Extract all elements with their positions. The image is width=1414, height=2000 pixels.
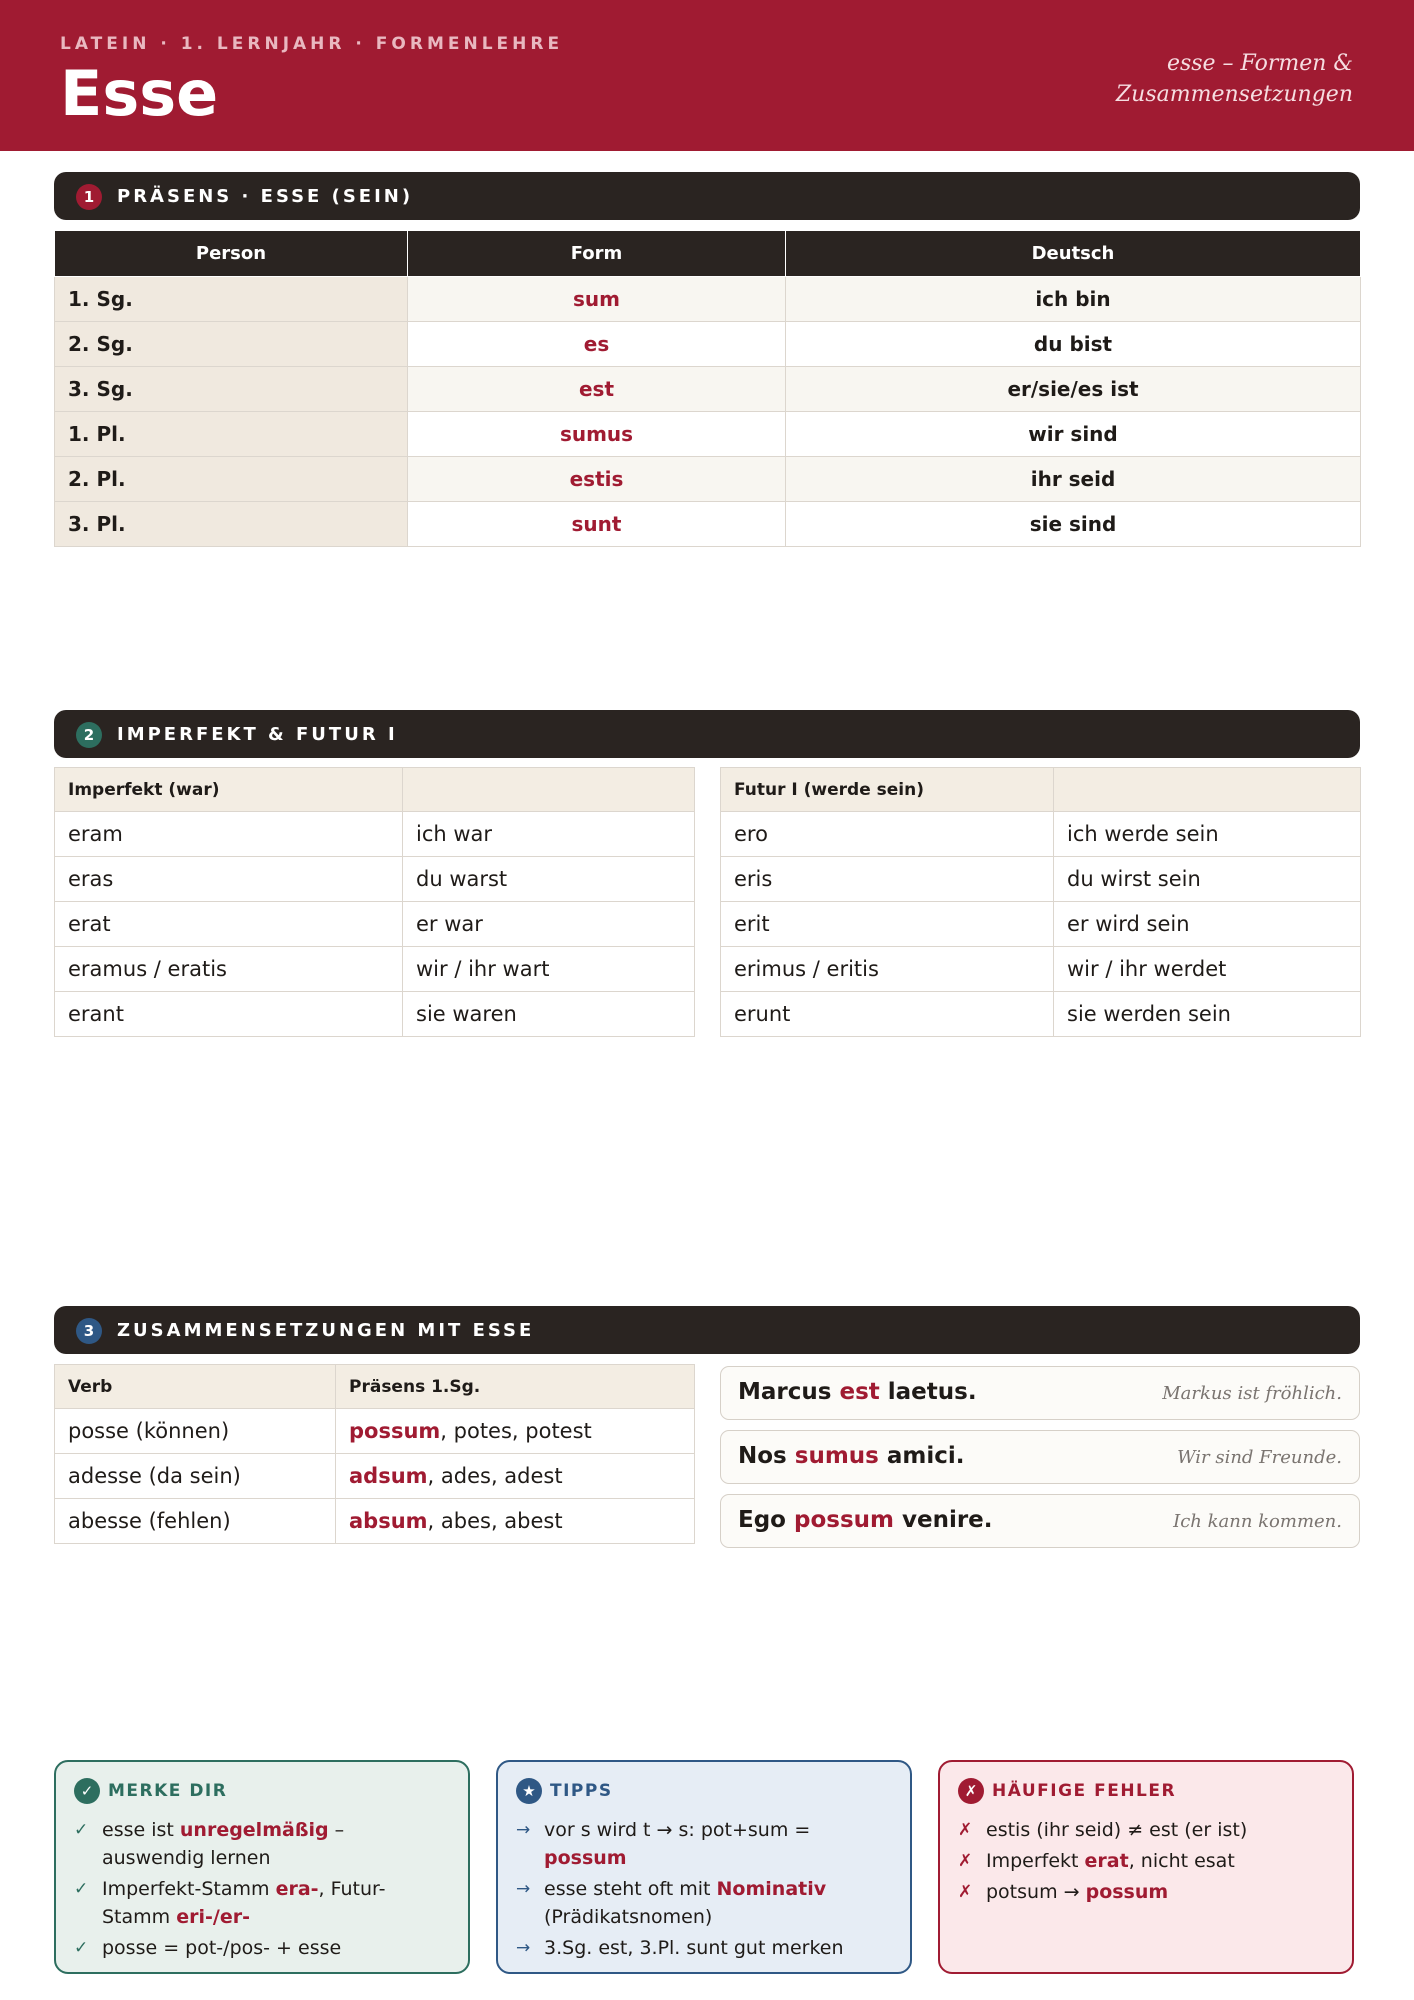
item-text: estis (ihr seid) ≠ est (er ist): [986, 1819, 1248, 1841]
german-cell: sie werden sein: [1054, 992, 1361, 1037]
praesens-cell: [336, 1409, 695, 1454]
page-header: [0, 0, 1414, 151]
list-item: [74, 1875, 449, 1931]
german-cell: ich bin: [786, 277, 1361, 322]
merke-list: [74, 1816, 449, 1965]
verb-cell: abesse (fehlen): [55, 1499, 336, 1544]
table-row: [55, 1499, 695, 1544]
person-cell: 3. Pl.: [55, 502, 408, 547]
section-3-header: [54, 1306, 1360, 1354]
table-row: [55, 857, 695, 902]
tipps-list: [516, 1816, 891, 1965]
person-cell: 2. Sg.: [55, 322, 408, 367]
list-item: [74, 1816, 449, 1872]
tipps-box: [496, 1760, 912, 1974]
sentence-part: Nos: [738, 1443, 795, 1469]
cross-icon: ✗: [958, 1778, 984, 1804]
latin-form-cell: erit: [721, 902, 1054, 947]
column-header: Deutsch: [786, 231, 1361, 277]
german-cell: sie sind: [786, 502, 1361, 547]
latin-form-cell: sunt: [408, 502, 786, 547]
item-text: , Futur-Stamm: [102, 1878, 386, 1928]
german-cell: wir / ihr wart: [403, 947, 695, 992]
section-title: ZUSAMMENSETZUNGEN MIT ESSE: [117, 1320, 535, 1341]
german-cell: wir sind: [786, 412, 1361, 457]
item-text: , nicht esat: [1128, 1850, 1235, 1872]
star-icon: ★: [516, 1778, 542, 1804]
column-header: Person: [55, 231, 408, 277]
column-header: Verb: [55, 1365, 336, 1409]
table-row: [55, 992, 695, 1037]
translation: Wir sind Freunde.: [1177, 1447, 1342, 1468]
praesens-table: [54, 230, 1361, 547]
box-title: TIPPS: [550, 1781, 613, 1801]
german-cell: ihr seid: [786, 457, 1361, 502]
column-header-empty: [403, 768, 695, 812]
german-cell: du wirst sein: [1054, 857, 1361, 902]
item-text: Imperfekt: [986, 1850, 1085, 1872]
merke-box: [54, 1760, 470, 1974]
list-item: [516, 1934, 891, 1962]
person-cell: 1. Pl.: [55, 412, 408, 457]
item-text: vor s wird t → s: pot+sum =: [544, 1819, 811, 1841]
table-row: [721, 947, 1361, 992]
table-row: [55, 902, 695, 947]
list-item: [958, 1847, 1333, 1875]
latin-form-cell: erunt: [721, 992, 1054, 1037]
item-highlight: erat: [1084, 1850, 1129, 1872]
german-cell: sie waren: [403, 992, 695, 1037]
sentence-part: laetus.: [879, 1379, 977, 1405]
table-row: [721, 902, 1361, 947]
form-rest: , ades, adest: [427, 1464, 563, 1488]
section-title: PRÄSENS · ESSE (SEIN): [117, 186, 414, 207]
german-cell: er wird sein: [1054, 902, 1361, 947]
latin-form: absum: [349, 1509, 428, 1533]
person-cell: 2. Pl.: [55, 457, 408, 502]
list-item: [958, 1878, 1333, 1906]
fehler-box: [938, 1760, 1354, 1974]
latin-form-cell: es: [408, 322, 786, 367]
latin-form-cell: eras: [55, 857, 403, 902]
sentence-highlight: est: [839, 1379, 880, 1405]
item-text: esse ist: [102, 1819, 180, 1841]
german-cell: du bist: [786, 322, 1361, 367]
sentence-highlight: sumus: [794, 1443, 879, 1469]
item-text: posse = pot-/pos- + esse: [102, 1937, 342, 1959]
item-highlight: possum: [1085, 1881, 1169, 1903]
form-rest: , abes, abest: [427, 1509, 563, 1533]
list-item: [516, 1875, 891, 1931]
table-row: [721, 992, 1361, 1037]
item-text: Imperfekt-Stamm: [102, 1878, 276, 1900]
check-icon: ✓: [74, 1879, 89, 1899]
german-cell: ich werde sein: [1054, 812, 1361, 857]
table-row: [55, 457, 1361, 502]
list-item: [516, 1816, 891, 1872]
column-header: Form: [408, 231, 786, 277]
sentence-part: venire.: [893, 1507, 993, 1533]
latin-form-cell: eram: [55, 812, 403, 857]
latin-sentence: [738, 1507, 993, 1533]
column-header: Präsens 1.Sg.: [336, 1365, 695, 1409]
example-sentence: [720, 1430, 1360, 1484]
section-number: 1: [76, 184, 102, 210]
item-text: – auswendig lernen: [102, 1819, 345, 1869]
latin-form-cell: ero: [721, 812, 1054, 857]
cross-icon: ✗: [958, 1851, 973, 1871]
section-1-header: [54, 172, 1360, 220]
latin-form-cell: estis: [408, 457, 786, 502]
praesens-cell: [336, 1499, 695, 1544]
table-row: [55, 277, 1361, 322]
person-cell: 1. Sg.: [55, 277, 408, 322]
column-header-empty: [1054, 768, 1361, 812]
list-item: [74, 1934, 449, 1962]
arrow-right-icon: →: [516, 1820, 531, 1840]
imperfekt-table: [54, 767, 695, 1037]
latin-sentence: [738, 1379, 977, 1405]
verb-cell: posse (können): [55, 1409, 336, 1454]
table-row: [55, 812, 695, 857]
table-row: [55, 947, 695, 992]
table-row: [55, 1409, 695, 1454]
latin-form-cell: eris: [721, 857, 1054, 902]
german-cell: ich war: [403, 812, 695, 857]
box-header: [958, 1778, 1176, 1806]
table-row: [55, 367, 1361, 412]
form-rest: , potes, potest: [440, 1419, 592, 1443]
box-header: [74, 1778, 227, 1806]
table-row: [55, 322, 1361, 367]
item-highlight: era-: [275, 1878, 319, 1900]
latin-form-cell: erimus / eritis: [721, 947, 1054, 992]
german-cell: er war: [403, 902, 695, 947]
table-row: [721, 812, 1361, 857]
person-cell: 3. Sg.: [55, 367, 408, 412]
sentence-part: Ego: [738, 1507, 794, 1533]
fehler-list: [958, 1816, 1333, 1909]
latin-form: possum: [349, 1419, 441, 1443]
item-highlight: unregelmäßig: [179, 1819, 329, 1841]
check-icon: ✓: [74, 1820, 89, 1840]
example-sentence: [720, 1494, 1360, 1548]
check-icon: ✓: [74, 1778, 100, 1804]
verb-cell: adesse (da sein): [55, 1454, 336, 1499]
latin-form-cell: sum: [408, 277, 786, 322]
latin-sentence: [738, 1443, 964, 1469]
item-text: (Prädikatsnomen): [544, 1906, 713, 1928]
sentence-highlight: possum: [793, 1507, 894, 1533]
latin-form-cell: eramus / eratis: [55, 947, 403, 992]
cross-icon: ✗: [958, 1882, 973, 1902]
table-row: [55, 412, 1361, 457]
composita-table: [54, 1364, 695, 1544]
breadcrumb: LATEIN · 1. LERNJAHR · FORMENLEHRE: [60, 34, 564, 54]
item-highlight: possum: [544, 1847, 627, 1869]
sentence-part: amici.: [878, 1443, 965, 1469]
german-cell: du warst: [403, 857, 695, 902]
latin-form-cell: sumus: [408, 412, 786, 457]
item-highlight: Nominativ: [716, 1878, 827, 1900]
futur-table: [720, 767, 1361, 1037]
latin-form-cell: est: [408, 367, 786, 412]
praesens-cell: [336, 1454, 695, 1499]
table-row: [721, 857, 1361, 902]
cross-icon: ✗: [958, 1820, 973, 1840]
page-title: Esse: [60, 57, 219, 130]
table-row: [55, 502, 1361, 547]
page-subtitle: esse – Formen & Zusammensetzungen: [1115, 51, 1353, 107]
arrow-right-icon: →: [516, 1879, 531, 1899]
sentence-part: Marcus: [738, 1379, 840, 1405]
section-2-header: [54, 710, 1360, 758]
latin-form-cell: erat: [55, 902, 403, 947]
section-number: 2: [76, 722, 102, 748]
check-icon: ✓: [74, 1938, 89, 1958]
latin-form: adsum: [349, 1464, 428, 1488]
section-title: IMPERFEKT & FUTUR I: [117, 724, 398, 745]
section-number: 3: [76, 1318, 102, 1344]
list-item: [958, 1816, 1333, 1844]
box-title: HÄUFIGE FEHLER: [992, 1781, 1177, 1801]
translation: Ich kann kommen.: [1173, 1511, 1342, 1532]
box-title: MERKE DIR: [108, 1781, 228, 1801]
box-header: [516, 1778, 613, 1806]
example-sentence: [720, 1366, 1360, 1420]
item-text: esse steht oft mit: [544, 1878, 717, 1900]
item-highlight: eri-/er-: [176, 1906, 250, 1928]
table-row: [55, 1454, 695, 1499]
column-header: Imperfekt (war): [55, 768, 403, 812]
german-cell: wir / ihr werdet: [1054, 947, 1361, 992]
item-text: 3.Sg. est, 3.Pl. sunt gut merken: [544, 1937, 844, 1959]
german-cell: er/sie/es ist: [786, 367, 1361, 412]
item-text: potsum →: [986, 1881, 1086, 1903]
column-header: Futur I (werde sein): [721, 768, 1054, 812]
translation: Markus ist fröhlich.: [1162, 1383, 1342, 1404]
latin-form-cell: erant: [55, 992, 403, 1037]
arrow-right-icon: →: [516, 1938, 531, 1958]
